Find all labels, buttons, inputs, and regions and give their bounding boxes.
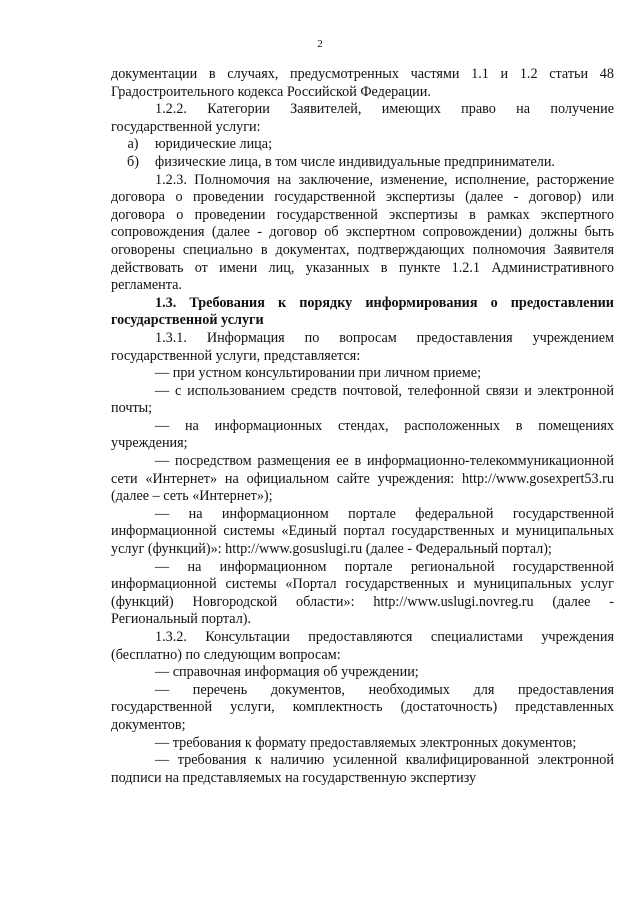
list-item: — требования к формату предоставляемых электронных документов; bbox=[155, 734, 577, 751]
list-item: — справочная информация об учреждении; bbox=[155, 664, 419, 681]
paragraph: 1.3.1. Информация по вопросам предоставления учреждением государственной услуги, представляется: bbox=[111, 329, 614, 364]
list-item: — при устном консультировании при личном приеме; bbox=[155, 365, 482, 382]
document-body bbox=[111, 66, 614, 787]
list-item: — посредством размещения ее в информационно-телекоммуникационной сети «Интернет» на официальном сайте учреждения: http://www.gosexpert53.ru (далее – сеть «Интернет»); bbox=[111, 453, 614, 505]
list-item: — с использованием средств почтовой, телефонной связи и электронной почты; bbox=[111, 382, 614, 417]
section-heading: 1.3. Требования к порядку информирования о предоставлении государственной услуги bbox=[111, 294, 614, 329]
list-marker: а) bbox=[127, 136, 139, 153]
list-item: — требования к наличию усиленной квалифицированной электронной подписи на представляемых на государственную экспертизу bbox=[111, 752, 614, 786]
paragraph: документации в случаях, предусмотренных частями 1.1 и 1.2 статьи 48 Градостроительного кодекса Российской Федерации. bbox=[111, 66, 614, 100]
list-item: — на информационных стендах, расположенных в помещениях учреждения; bbox=[111, 417, 614, 452]
paragraph: 1.2.3. Полномочия на заключение, изменение, исполнение, расторжение договора о проведении государственной экспертизы (далее - договор) или договора о проведении государственной экспертизы в рамках экспертного сопровождения (далее - договор об экспертном сопровождении) должны быть оговорены специально в документах, подтверждающих полномочия Заявителя действовать от имени лиц, указанных в пункте 1.2.1 Административного регламента. bbox=[111, 171, 614, 294]
list-item: — на информационном портале федеральной государственной информационной системы «Единый портал государственных и муниципальных услуг (функций)»: http://www.gosuslugi.ru (далее - Федеральный портал); bbox=[111, 505, 614, 558]
list-marker: б) bbox=[127, 153, 139, 170]
paragraph: 1.2.2. Категории Заявителей, имеющих право на получение государственной услуги: bbox=[111, 101, 614, 135]
page-number: 2 bbox=[317, 38, 323, 50]
paragraph: 1.3.2. Консультации предоставляются специалистами учреждения (бесплатно) по следующим вопросам: bbox=[111, 629, 614, 663]
list-item: — перечень документов, необходимых для предоставления государственной услуги, комплектность (достаточность) представленных документов; bbox=[111, 681, 614, 733]
list-item: — на информационном портале региональной государственной информационной системы «Портал государственных и муниципальных услуг (функций) Новгородской области»: http://www.uslugi.novreg.ru (далее - Региональный портал). bbox=[111, 558, 614, 628]
list-item-text: юридические лица; bbox=[155, 136, 273, 153]
list-item-text: физические лица, в том числе индивидуальные предприниматели. bbox=[155, 153, 555, 170]
list-item bbox=[111, 136, 614, 154]
list-item bbox=[111, 154, 614, 172]
